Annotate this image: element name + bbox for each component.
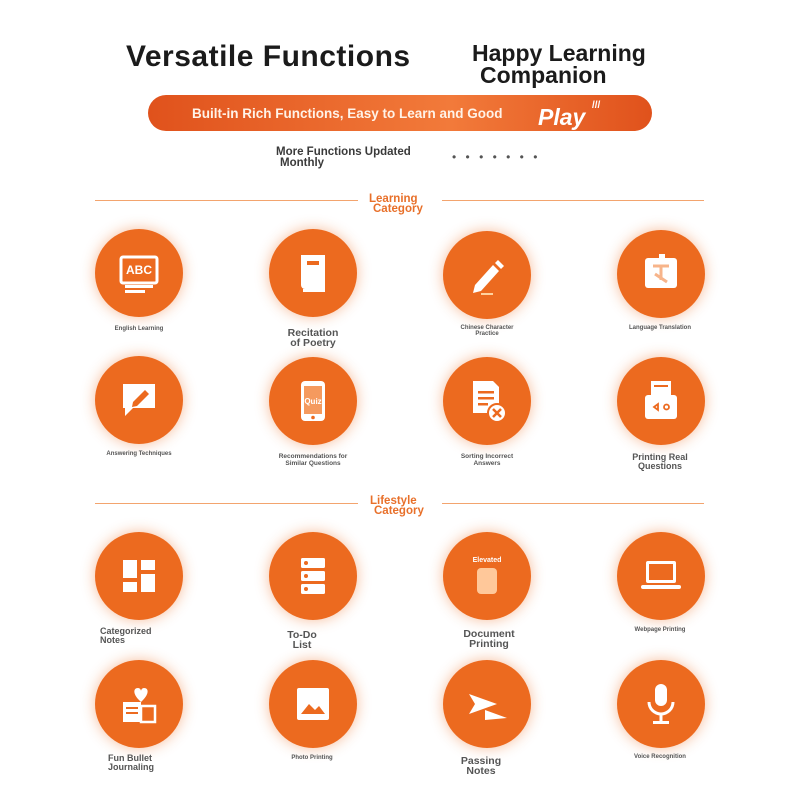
update-note bbox=[276, 147, 411, 169]
real-questions-tile[interactable] bbox=[617, 357, 705, 445]
todo-line-1: To-Do bbox=[287, 629, 317, 641]
banner-text: Built-in Rich Functions, Easy to Learn and Good bbox=[192, 106, 503, 121]
divider-right bbox=[442, 200, 704, 201]
list-stack-icon bbox=[289, 552, 337, 600]
journaling-line-1: Fun Bullet bbox=[108, 753, 152, 763]
webpage-printing-label: Webpage Printing bbox=[634, 627, 686, 633]
similar-questions-tile[interactable] bbox=[269, 357, 357, 445]
subtitle-line-2: Companion bbox=[480, 62, 607, 88]
incorrect-answers-label bbox=[438, 453, 536, 467]
similar-label-line-2: Similar Questions bbox=[285, 460, 341, 467]
photo-printing-tile[interactable] bbox=[269, 660, 357, 748]
document-x-icon bbox=[463, 377, 511, 425]
bullet-journaling-label bbox=[88, 754, 208, 772]
voice-recognition-tile[interactable] bbox=[617, 660, 705, 748]
character-label-line-1: Chinese Character bbox=[460, 325, 514, 331]
similar-label-line-1: Recommendations for bbox=[278, 453, 348, 460]
document-printing-label bbox=[434, 629, 544, 649]
elevated-text: Elevated bbox=[472, 557, 502, 564]
incorrect-label-line-1: Sorting Incorrect bbox=[460, 453, 514, 460]
real-questions-label bbox=[610, 453, 710, 471]
divider-left-2 bbox=[95, 503, 358, 504]
lifestyle-heading-line-1: Lifestyle bbox=[370, 495, 417, 507]
subtitle-line-1: Happy Learning bbox=[472, 40, 646, 66]
poetry-recitation-label bbox=[258, 328, 368, 348]
document-printing-tile[interactable] bbox=[443, 532, 531, 620]
learning-heading-line-2: Category bbox=[373, 203, 423, 215]
chat-pencil-icon bbox=[115, 376, 163, 424]
banner-accent: Play bbox=[538, 104, 586, 130]
sparkle-icon: /// bbox=[592, 100, 601, 111]
answering-techniques-label: Answering Techniques bbox=[106, 451, 172, 457]
incorrect-answers-tile[interactable] bbox=[443, 357, 531, 445]
incorrect-label-line-2: Answers bbox=[473, 460, 501, 467]
answering-techniques-tile[interactable] bbox=[95, 356, 183, 444]
todo-list-label bbox=[262, 630, 342, 650]
todo-line-2: List bbox=[292, 639, 312, 651]
language-translation-label: Language Translation bbox=[628, 325, 691, 331]
page-title: Versatile Functions bbox=[126, 40, 411, 73]
lifestyle-heading-line-2: Category bbox=[374, 505, 424, 517]
categorized-notes-tile[interactable] bbox=[95, 532, 183, 620]
learning-category-heading bbox=[369, 194, 423, 214]
abc-board-icon bbox=[115, 249, 163, 297]
paper-plane-icon bbox=[463, 680, 511, 728]
quiz-text: Quiz bbox=[304, 397, 322, 406]
learning-heading-line-1: Learning bbox=[369, 193, 418, 205]
document-line-1: Document bbox=[463, 628, 515, 640]
page-subtitle bbox=[472, 42, 646, 86]
real-questions-line-2: Questions bbox=[637, 461, 682, 471]
grid-notes-icon bbox=[115, 552, 163, 600]
categorized-notes-label bbox=[88, 627, 202, 645]
document-icon bbox=[463, 552, 511, 600]
translate-icon bbox=[637, 250, 685, 298]
english-learning-tile[interactable] bbox=[95, 229, 183, 317]
divider-right-2 bbox=[442, 503, 704, 504]
webpage-printing-tile[interactable] bbox=[617, 532, 705, 620]
character-practice-tile[interactable] bbox=[443, 231, 531, 319]
microphone-icon bbox=[637, 680, 685, 728]
passing-line-2: Notes bbox=[466, 765, 496, 777]
real-questions-line-1: Printing Real bbox=[632, 452, 688, 462]
categorized-line-1: Categorized bbox=[100, 626, 152, 636]
photo-icon bbox=[289, 680, 337, 728]
update-note-line-1: More Functions Updated bbox=[276, 146, 411, 158]
lifestyle-category-heading bbox=[370, 496, 424, 516]
book-icon bbox=[289, 249, 337, 297]
laptop-icon bbox=[637, 552, 685, 600]
poetry-label-line-2: of Poetry bbox=[290, 337, 336, 349]
character-practice-label bbox=[438, 325, 536, 337]
english-learning-label: English Learning bbox=[114, 326, 164, 332]
document-line-2: Printing bbox=[469, 638, 509, 650]
poetry-label-line-1: Recitation bbox=[287, 327, 339, 339]
photo-printing-label: Photo Printing bbox=[291, 755, 333, 761]
pencil-icon bbox=[463, 251, 511, 299]
printer-icon bbox=[637, 377, 685, 425]
voice-recognition-label: Voice Recognition bbox=[634, 754, 686, 760]
character-label-line-2: Practice bbox=[475, 331, 499, 337]
phone-quiz-icon bbox=[289, 377, 337, 425]
passing-notes-tile[interactable] bbox=[443, 660, 531, 748]
poetry-recitation-tile[interactable] bbox=[269, 229, 357, 317]
passing-notes-label bbox=[446, 756, 516, 776]
divider-left bbox=[95, 200, 358, 201]
bullet-journaling-tile[interactable] bbox=[95, 660, 183, 748]
passing-line-1: Passing bbox=[460, 755, 502, 767]
journaling-line-2: Journaling bbox=[108, 762, 155, 772]
similar-questions-label bbox=[262, 453, 364, 467]
language-translation-tile[interactable] bbox=[617, 230, 705, 318]
ellipsis-dots: • • • • • • • bbox=[452, 150, 541, 164]
categorized-line-2: Notes bbox=[100, 635, 126, 645]
heart-journal-icon bbox=[115, 680, 163, 728]
update-note-line-2: Monthly bbox=[280, 157, 325, 169]
todo-list-tile[interactable] bbox=[269, 532, 357, 620]
svg-text:ABC: ABC bbox=[126, 263, 152, 277]
